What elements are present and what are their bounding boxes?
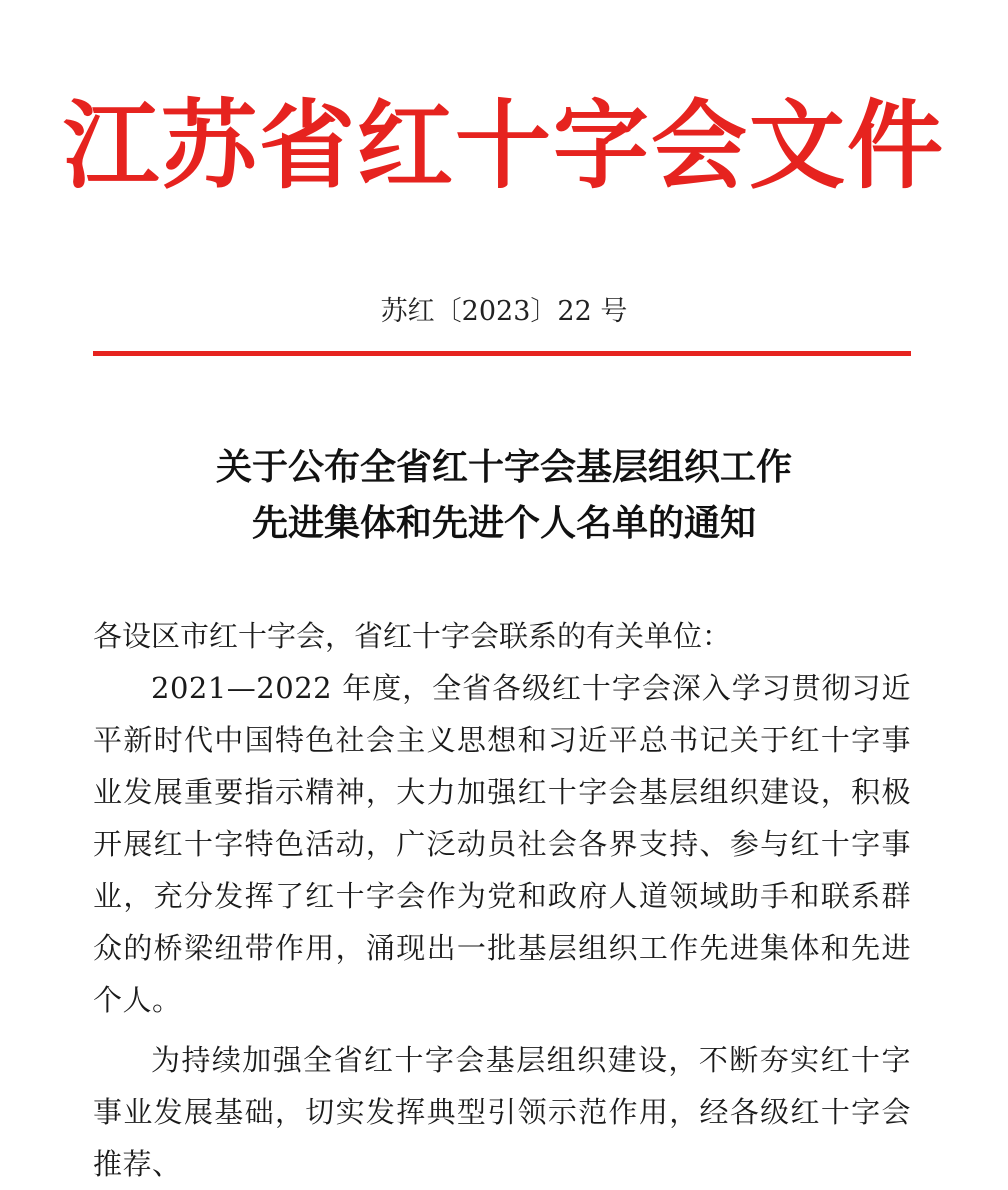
document-header-title: 江苏省红十字会文件 — [63, 89, 945, 202]
body-paragraph-1: 2021—2022 年度，全省各级红十字会深入学习贯彻习近平新时代中国特色社会主义思想和习近平总书记关于红十字事业发展重要指示精神，大力加强红十字会基层组织建设，积极开展红十字特色活动，广泛动员社会各界支持、参与红十字事业，充分发挥了红十字会作为党和政府人道领域助手和联系群众的桥梁纽带作用，涌现出一批基层组织工作先进集体和先进个人。 — [93, 671, 911, 1017]
body-paragraph-2: 为持续加强全省红十字会基层组织建设，不断夯实红十字事业发展基础，切实发挥典型引领示范作用，经各级红十字会推荐、 — [93, 1043, 911, 1181]
document-number: 苏红〔2023〕22 号 — [380, 296, 628, 327]
document-body — [93, 610, 911, 1190]
red-divider-line — [93, 351, 911, 356]
notice-title-line-1: 关于公布全省红十字会基层组织工作 — [215, 447, 792, 488]
notice-title — [0, 440, 1008, 552]
notice-title-line-2: 先进集体和先进个人名单的通知 — [251, 503, 756, 544]
salutation: 各设区市红十字会，省红十字会联系的有关单位： — [93, 619, 732, 653]
